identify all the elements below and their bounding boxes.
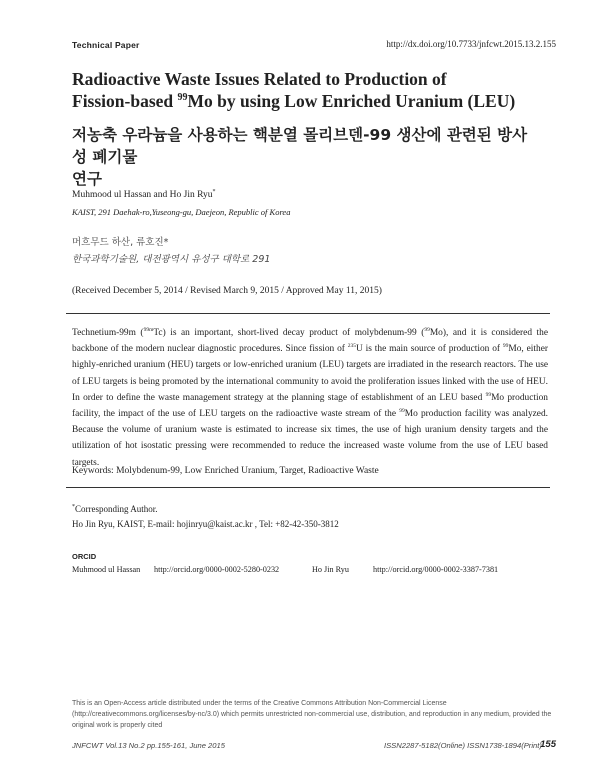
authors: Muhmood ul Hassan and Ho Jin Ryu*	[72, 189, 216, 201]
corresponding-author	[72, 502, 339, 532]
affiliation: KAIST, 291 Daehak-ro,Yuseong-gu, Daejeon, Republic of Korea	[72, 207, 291, 217]
title-line-1: Radioactive Waste Issues Related to Production of	[72, 69, 447, 89]
divider-top	[66, 313, 550, 314]
keywords: Keywords: Molybdenum-99, Low Enriched Uranium, Target, Radioactive Waste	[72, 466, 379, 476]
korean-title-line-1: 저농축 우라늄을 사용하는 핵분열 몰리브덴-99 생산에 관련된 방사성 폐기물	[72, 126, 528, 166]
corresponding-details: Ho Jin Ryu, KAIST, E-mail: hojinryu@kaist.ac.kr , Tel: +82-42-350-3812	[72, 519, 339, 529]
orcid-name-1: Muhmood ul Hassan	[72, 565, 141, 574]
license-notice: This is an Open-Access article distributed under the terms of the Creative Commons Attribution Non-Commercial License (http://creativecommons.org/licenses/by-nc/3.0) which permits unrestricted non-commercial use, distribution, and reproduction in any medium, provided the original work is properly cited	[72, 700, 552, 729]
korean-title-line-2: 연구	[72, 170, 102, 188]
orcid-link-2[interactable]: http://orcid.org/0000-0002-3387-7381	[373, 565, 499, 574]
orcid-link-1[interactable]: http://orcid.org/0000-0002-5280-0232	[154, 565, 280, 574]
corresponding-label: *Corresponding Author.	[72, 504, 158, 514]
paper-type-label: Technical Paper	[72, 40, 140, 50]
abstract: Technetium-99m ($^{99m}$Tc) is an important, short-lived decay product of molybdenum-99 ($^{99}$Mo), and it is considered the backbone of the modern nuclear diagnostic procedures. Since fission of $^{235}$U is the main source of production of $^{99}$Mo, either highly-enriched uranium (HEU) targets or low-enriched uranium (LEU) targets are irradiated in the research reactors. The use of LEU targets is being promoted by the international community to avoid the proliferation issues linked with the use of HEU. In order to define the waste management strategy at the planning stage of establishment of an LEU based $^{99}$Mo production facility, the impact of the use of LEU targets on the radioactive waste stream of the $^{99}$Mo production facility was analyzed. Because the volume of uranium waste is estimated to increase six times, the use of high uranium density targets and the utilization of hot isostatic pressing were recommended to reduce the increased waste volume from the use of LEU based targets.	[72, 326, 548, 468]
divider-bottom	[66, 487, 550, 488]
paper-title	[72, 68, 542, 112]
korean-affiliation: 한국과학기술원, 대전광역시 유성구 대학로 291	[72, 254, 271, 265]
received-dates: (Received December 5, 2014 / Revised March 9, 2015 / Approved May 11, 2015)	[72, 286, 382, 296]
journal-citation: JNFCWT Vol.13 No.2 pp.155-161, June 2015	[72, 741, 225, 750]
title-line-2: Fission-based $^{99}$Mo by using Low Enriched Uranium (LEU)	[72, 91, 516, 111]
korean-authors: 머흐무드 하산, 류호진*	[72, 237, 169, 248]
orcid-name-2: Ho Jin Ryu	[312, 565, 349, 574]
issn-info: ISSN2287-5182(Online) ISSN1738-1894(Print)	[384, 741, 542, 750]
page-number: 155	[540, 739, 556, 750]
orcid-heading: ORCID	[72, 552, 97, 561]
doi-link[interactable]: http://dx.doi.org/10.7733/jnfcwt.2015.13.2.155	[386, 39, 556, 49]
korean-title	[72, 124, 542, 190]
